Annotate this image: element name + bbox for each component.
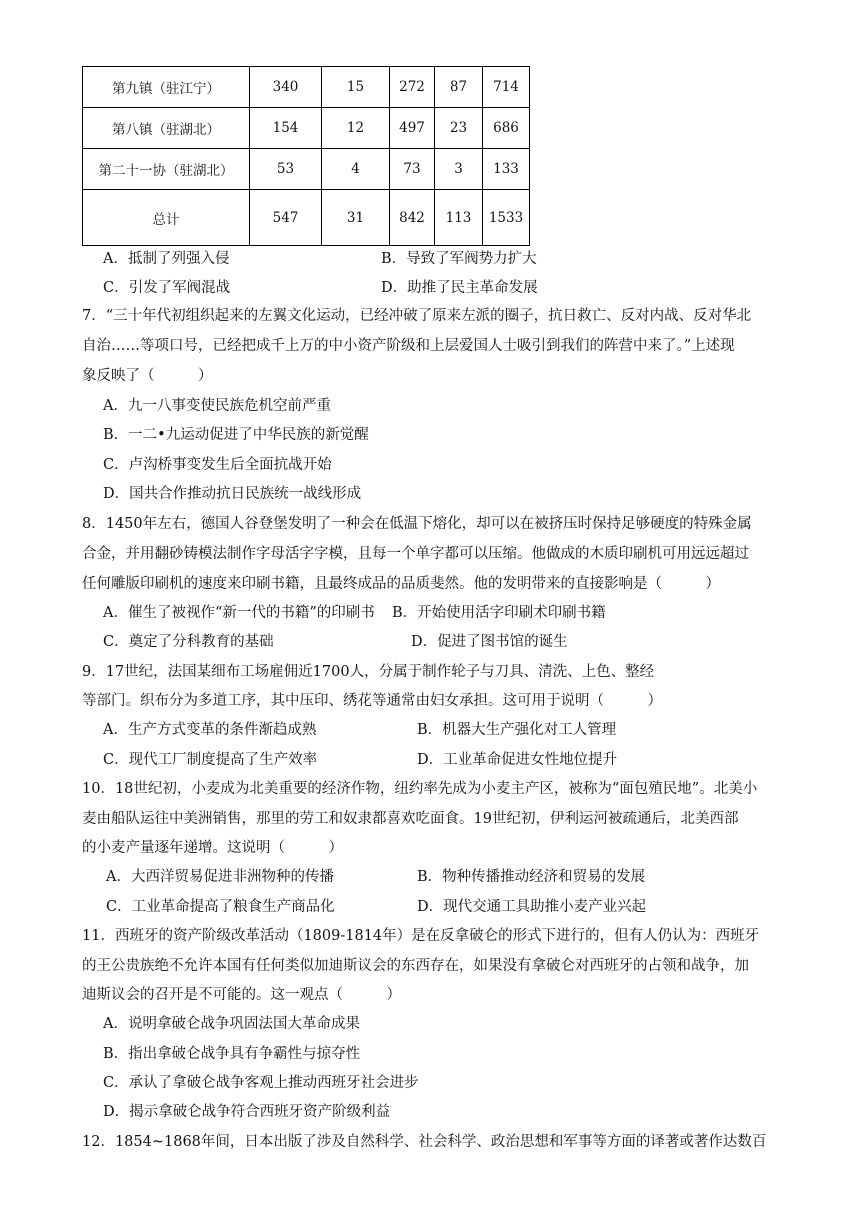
q8-stem-line: 8．1450年左右，德国人谷登堡发明了一种会在低温下熔化，却可以在被挤压时保持足够硬度的特殊金属 <box>82 516 752 532</box>
table-cell: 4 <box>322 149 390 190</box>
table-cell: 73 <box>390 149 435 190</box>
table-cell: 714 <box>483 67 530 108</box>
q10-stem-line: 的小麦产量逐年递增。这说明（ ） <box>82 840 343 856</box>
table-row <box>83 149 530 190</box>
q8-option-a: A．催生了被视作“新一代的书籍”的印刷书 <box>103 605 375 621</box>
q10-option-c: C．工业革命提高了粮食生产商品化 <box>106 899 335 915</box>
table-cell: 113 <box>435 190 483 246</box>
q7-option-a: A．九一八事变使民族危机空前严重 <box>103 398 331 414</box>
q8-option-b: B．开始使用活字印刷术印刷书籍 <box>392 605 606 621</box>
q8-option-c: C．奠定了分科教育的基础 <box>103 634 274 650</box>
table-cell: 497 <box>390 108 435 149</box>
table-cell: 23 <box>435 108 483 149</box>
table-cell: 87 <box>435 67 483 108</box>
table-cell: 15 <box>322 67 390 108</box>
q7-stem-line: 自治……等项口号，已经把成千上万的中小资产阶级和上层爱国人士吸引到我们的阵营中来了。”上述现 <box>82 338 735 354</box>
table-cell: 686 <box>483 108 530 149</box>
q6-option-b: B．导致了军阀势力扩大 <box>381 251 537 267</box>
q10-stem-line: 麦由船队运往中美洲销售，那里的劳工和奴隶都喜欢吃面食。19世纪初，伊利运河被疏通后，北美西部 <box>82 811 739 827</box>
q7-stem-line: 象反映了（ ） <box>82 368 213 384</box>
q7-option-c: C．卢沟桥事变发生后全面抗战开始 <box>103 457 332 473</box>
q7-option-d: D．国共合作推动抗日民族统一战线形成 <box>103 486 362 502</box>
table-cell: 547 <box>250 190 322 246</box>
q9-option-c: C．现代工厂制度提高了生产效率 <box>103 752 318 768</box>
q9-option-b: B．机器大生产强化对工人管理 <box>417 722 617 738</box>
row-name-cell: 第九镇（驻江宁） <box>83 67 250 108</box>
table-row <box>83 67 530 108</box>
q9-stem-line: 9．17世纪，法国某细布工场雇佣近1700人，分属于制作轮子与刀具、清洗、上色、整经 <box>82 664 655 680</box>
q11-stem-line: 11．西班牙的资产阶级改革活动（1809-1814年）是在反拿破仑的形式下进行的，但有人仍认为：西班牙 <box>82 928 760 944</box>
q11-stem-line: 迪斯议会的召开是不可能的。这一观点（ ） <box>82 987 401 1003</box>
q11-option-a: A．说明拿破仑战争巩固法国大革命成果 <box>103 1016 360 1032</box>
q6-option-c: C．引发了军阀混战 <box>103 280 231 296</box>
row-name-cell: 第二十一协（驻湖北） <box>83 149 250 190</box>
table-row <box>83 108 530 149</box>
table-cell: 53 <box>250 149 322 190</box>
q12-stem-line: 12．1854~1868年间，日本出版了涉及自然科学、社会科学、政治思想和军事等方面的译著或著作达数百 <box>82 1134 767 1150</box>
q6-option-a: A．抵制了列强入侵 <box>103 251 230 267</box>
row-name-cell: 总计 <box>83 190 250 246</box>
table-cell: 3 <box>435 149 483 190</box>
row-name-cell: 第八镇（驻湖北） <box>83 108 250 149</box>
table-cell: 31 <box>322 190 390 246</box>
table-cell: 272 <box>390 67 435 108</box>
q8-stem-line: 合金，并用翻砂铸模法制作字母活字字模，且每一个单字都可以压缩。他做成的木质印刷机可用远远超过 <box>82 546 749 562</box>
table-cell: 154 <box>250 108 322 149</box>
table-cell: 1533 <box>483 190 530 246</box>
q8-option-d: D．促进了图书馆的诞生 <box>411 634 568 650</box>
q10-stem-line: 10．18世纪初，小麦成为北美重要的经济作物，纽约率先成为小麦主产区，被称为“面包殖民地”。北美小 <box>82 781 758 797</box>
table-cell: 12 <box>322 108 390 149</box>
q7-option-b: B．一二•九运动促进了中华民族的新觉醒 <box>103 427 369 443</box>
table-total-row <box>83 190 530 246</box>
q10-option-d: D．现代交通工具助推小麦产业兴起 <box>417 899 647 915</box>
q11-option-b: B．指出拿破仑战争具有争霸性与掠夺性 <box>103 1046 361 1062</box>
q6-option-d: D．助推了民主革命发展 <box>381 280 538 296</box>
q7-stem-line: 7．“三十年代初组织起来的左翼文化运动，已经冲破了原来左派的圈子，抗日救亡、反对内战、反对华北 <box>82 308 752 324</box>
q8-stem-line: 任何雕版印刷机的速度来印刷书籍，且最终成品的品质斐然。他的发明带来的直接影响是（ ） <box>82 576 720 592</box>
q11-option-c: C．承认了拿破仑战争客观上推动西班牙社会进步 <box>103 1075 419 1091</box>
table-cell: 842 <box>390 190 435 246</box>
q9-option-d: D．工业革命促进女性地位提升 <box>417 752 618 768</box>
table-cell: 340 <box>250 67 322 108</box>
q9-stem-line: 等部门。织布分为多道工序，其中压印、绣花等通常由妇女承担。这可用于说明（ ） <box>82 693 662 709</box>
q10-option-a: A．大西洋贸易促进非洲物种的传播 <box>106 869 334 885</box>
q9-option-a: A．生产方式变革的条件渐趋成熟 <box>103 722 317 738</box>
q10-option-b: B．物种传播推动经济和贸易的发展 <box>417 869 646 885</box>
q11-option-d: D．揭示拿破仑战争符合西班牙资产阶级利益 <box>103 1104 391 1120</box>
q11-stem-line: 的王公贵族绝不允许本国有任何类似加迪斯议会的东西存在，如果没有拿破仑对西班牙的占领和战争，加 <box>82 958 749 974</box>
table-cell: 133 <box>483 149 530 190</box>
army-statistics-table <box>82 66 530 246</box>
